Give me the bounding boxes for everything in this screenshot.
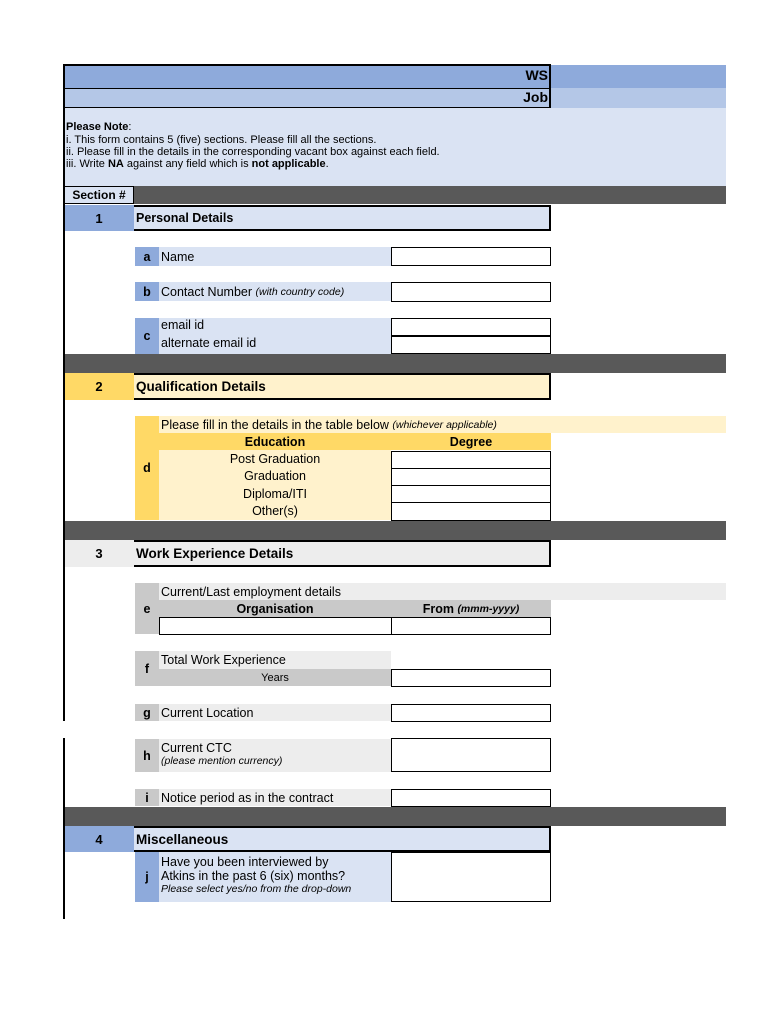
education-row-label: Graduation [244, 468, 306, 483]
field-h-label: Current CTC [161, 741, 232, 755]
note-na: NA [107, 158, 124, 170]
field-g-label: Current Location [159, 704, 391, 721]
header-right-border [549, 64, 551, 108]
note-line-3 [66, 158, 329, 170]
header-subtitle-bar-right [550, 88, 726, 108]
section-3-title: Work Experience Details [134, 540, 551, 567]
col-education-header: Education [159, 433, 391, 450]
field-b-hint: (with country code) [255, 285, 345, 298]
field-b-label-text: Contact Number [161, 284, 256, 299]
degree-input-post-graduation[interactable] [391, 451, 551, 469]
section-3-number: 3 [64, 540, 134, 567]
header-title: WS [525, 67, 548, 83]
education-row-label: Other(s) [252, 503, 298, 518]
note-line-3-pre: iii. Write [66, 158, 108, 170]
separator-3 [64, 807, 726, 826]
field-h-hint: (please mention currency) [161, 755, 283, 767]
field-d-instruction-text: Please fill in the details in the table below [161, 417, 393, 432]
degree-input-graduation[interactable] [391, 468, 551, 486]
field-j-letter: j [135, 852, 159, 902]
alternate-email-input[interactable] [391, 336, 551, 354]
col-from-hint: (mmm-yyyy) [457, 602, 520, 615]
field-a-label: Name [159, 247, 391, 266]
note-heading-text: Please Note [66, 121, 129, 133]
section-1-title: Personal Details [134, 205, 551, 231]
field-d-instruction [159, 416, 726, 433]
field-d-letter: d [135, 416, 159, 520]
note-heading-colon: : [128, 121, 132, 133]
notice-period-input[interactable] [391, 789, 551, 807]
header-top-border [63, 64, 551, 66]
current-location-input[interactable] [391, 704, 551, 722]
name-input[interactable] [391, 247, 551, 266]
note-not-applicable: not applicable [251, 158, 326, 170]
education-row-label: Post Graduation [229, 451, 321, 466]
col-degree-header: Degree [391, 433, 551, 450]
left-border-lower [63, 738, 65, 919]
note-heading [66, 121, 131, 133]
field-b-letter: b [135, 282, 159, 301]
col-organisation-header: Organisation [159, 600, 391, 617]
field-c-label-email: email id [161, 318, 205, 332]
email-input[interactable] [391, 318, 551, 336]
education-row-label: Diploma/ITI [243, 486, 307, 501]
field-f-letter: f [135, 651, 159, 686]
col-from-label: From [422, 601, 458, 616]
header-title-bar [64, 65, 726, 88]
work-experience-years-input[interactable] [391, 669, 551, 687]
field-a-letter: a [135, 247, 159, 266]
note-line-2: ii. Please fill in the details in the corresponding vacant box against each field. [66, 146, 440, 158]
contact-number-input[interactable] [391, 282, 551, 302]
header-subtitle: Job [523, 89, 548, 105]
field-f-unit: Years [159, 669, 391, 686]
section-1-number: 1 [64, 205, 134, 231]
current-ctc-input[interactable] [391, 738, 551, 772]
degree-input-diploma[interactable] [391, 485, 551, 503]
organisation-input[interactable] [159, 617, 392, 635]
field-f-label: Total Work Experience [159, 651, 391, 669]
note-line-3-end: . [325, 158, 329, 170]
section-4-number: 4 [64, 826, 134, 852]
field-e-letter: e [135, 583, 159, 634]
section-col-label: Section # [64, 186, 134, 204]
degree-input-others[interactable] [391, 502, 551, 521]
col-from-header [391, 600, 551, 617]
section-2-title: Qualification Details [134, 373, 551, 400]
field-j-line-1: Have you been interviewed by [161, 855, 329, 869]
section-4-title: Miscellaneous [134, 826, 551, 852]
field-h-letter: h [135, 739, 159, 772]
note-line-3-mid: against any field which is [123, 158, 252, 170]
interviewed-dropdown[interactable] [391, 852, 551, 902]
header-mid-border [64, 88, 551, 89]
field-g-letter: g [135, 704, 159, 721]
left-border-upper [63, 65, 65, 721]
field-i-label: Notice period as in the contract [159, 789, 391, 806]
field-d-instruction-hint: (whichever applicable) [392, 418, 497, 431]
note-line-1: i. This form contains 5 (five) sections. Please fill all the sections. [66, 134, 377, 146]
header-bottom-border [64, 107, 551, 108]
field-j-line-2: Atkins in the past 6 (six) months? [161, 869, 346, 883]
section-2-number: 2 [64, 373, 134, 400]
field-b-label [159, 282, 391, 301]
field-i-letter: i [135, 789, 159, 806]
header-subtitle-bar [64, 88, 550, 108]
field-e-label: Current/Last employment details [159, 583, 726, 600]
separator-2 [64, 521, 726, 540]
section-header-bar [134, 186, 726, 204]
field-c-label-alt-email: alternate email id [161, 336, 257, 350]
separator-1 [64, 354, 726, 373]
field-c-letter: c [135, 318, 159, 354]
from-date-input[interactable] [391, 617, 551, 635]
field-j-hint: Please select yes/no from the drop-down [161, 883, 352, 895]
